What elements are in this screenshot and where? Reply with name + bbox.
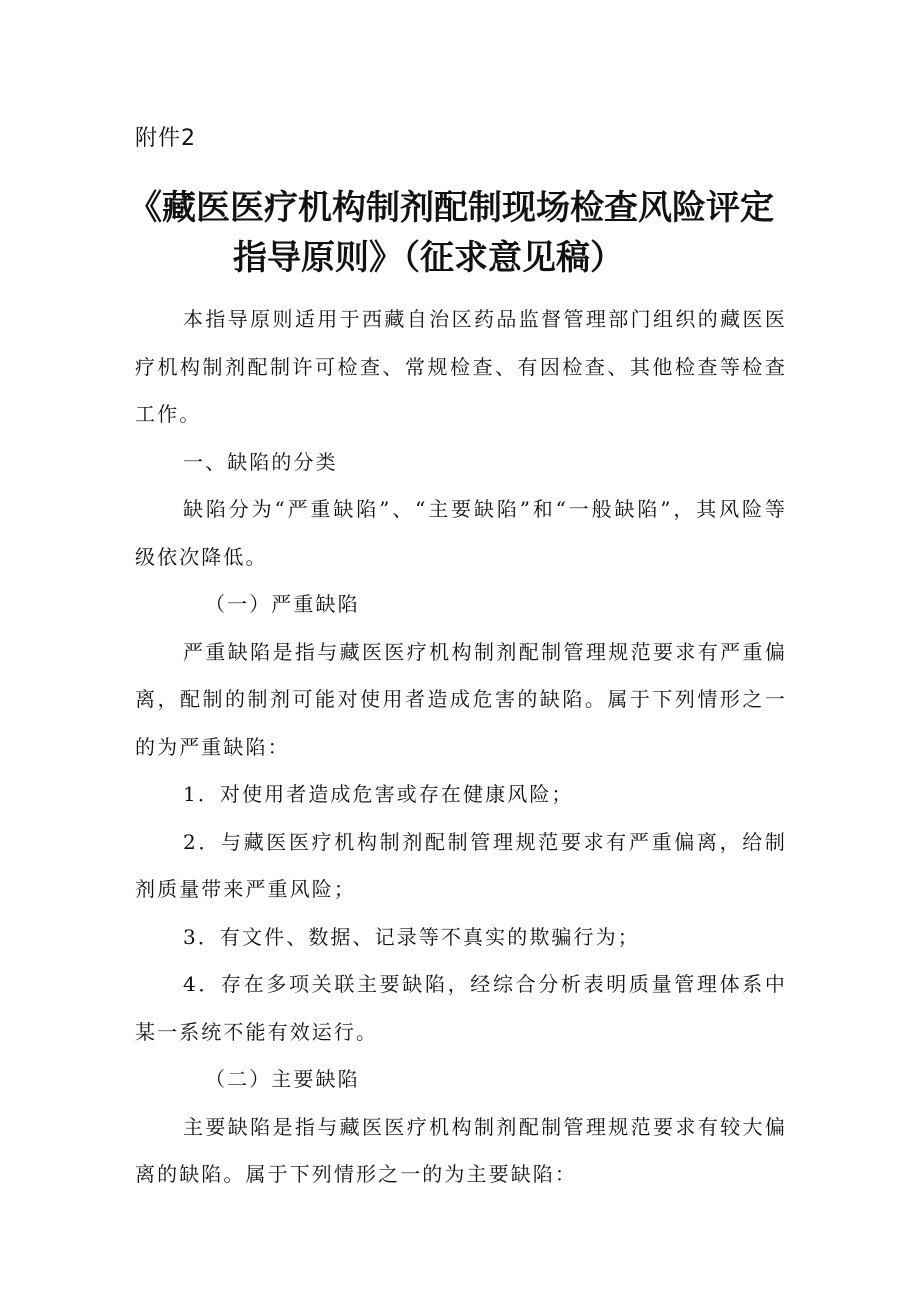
paragraph-critical-definition: 严重缺陷是指与藏医医疗机构制剂配制管理规范要求有严重偏离，配制的制剂可能对使用者造成危害的缺陷。属于下列情形之一的为严重缺陷： <box>135 639 787 759</box>
paragraph-intro: 本指导原则适用于西藏自治区药品监督管理部门组织的藏医医疗机构制剂配制许可检查、常规检查、有因检查、其他检查等检查工作。 <box>135 307 787 426</box>
paragraph-major-definition: 主要缺陷是指与藏医医疗机构制剂配制管理规范要求有较大偏离的缺陷。属于下列情形之一的为主要缺陷： <box>135 1114 787 1186</box>
list-item-3: 3．有文件、数据、记录等不真实的欺骗行为； <box>183 924 640 949</box>
subheading-major-defects: （二）主要缺陷 <box>205 1067 360 1091</box>
section-heading-defect-classification: 一、缺陷的分类 <box>183 449 338 474</box>
document-body <box>135 296 787 1199</box>
title-line-1: 《藏医医疗机构制剂配制现场检查风险评定 <box>128 188 774 228</box>
list-item-1: 1．对使用者造成危害或存在健康风险； <box>183 782 574 806</box>
list-item-4: 4．存在多项关联主要缺陷，经综合分析表明质量管理体系中某一系统不能有效运行。 <box>135 972 787 1044</box>
attachment-label: 附件2 <box>135 126 196 151</box>
document-title <box>128 183 828 283</box>
list-item-2: 2．与藏医医疗机构制剂配制管理规范要求有严重偏离，给制剂质量带来严重风险； <box>135 829 787 901</box>
title-line-2: 指导原则》（征求意见稿） <box>233 238 624 278</box>
subheading-critical-defects: （一）严重缺陷 <box>205 592 360 616</box>
paragraph-defect-types: 缺陷分为“严重缺陷”、“主要缺陷”和“一般缺陷”，其风险等级依次降低。 <box>135 497 787 569</box>
